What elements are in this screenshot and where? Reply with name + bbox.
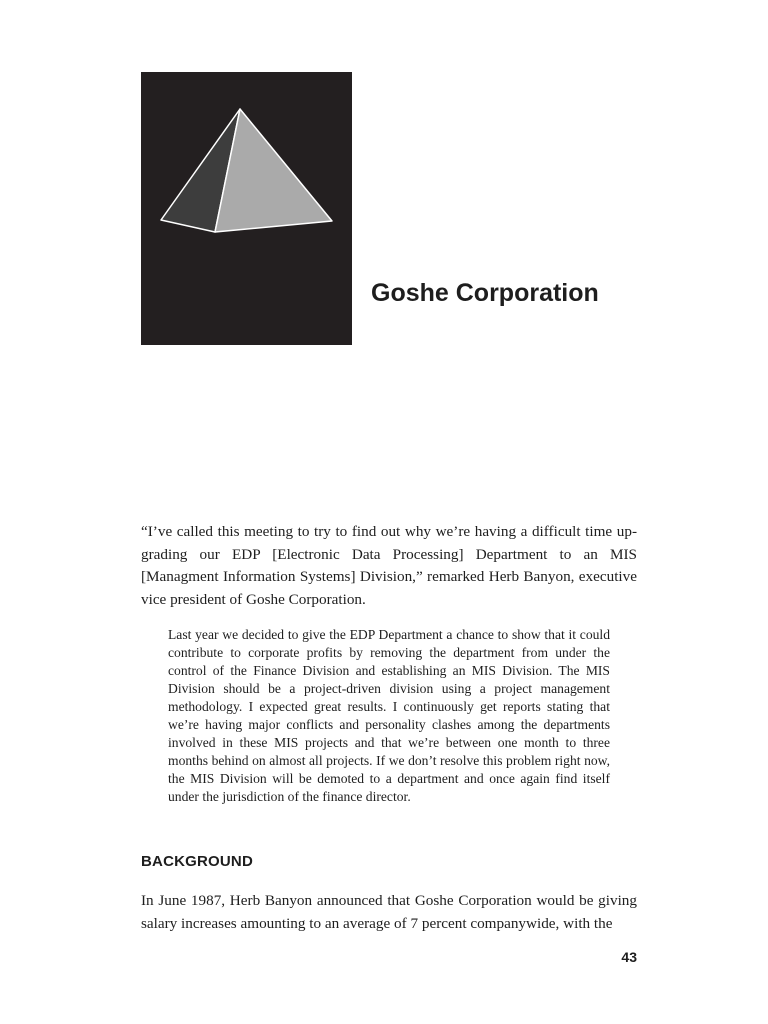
page-number: 43 <box>621 949 637 965</box>
chapter-emblem <box>141 72 352 345</box>
opening-paragraph: “I’ve called this meeting to try to find out why we’re having a difficult time upgrading our EDP [Electronic Data Processing] Department to an MIS [Managment Information Systems] Division,” remarked Herb Banyon, executive vice president of Goshe Corporation. <box>141 523 637 608</box>
section-heading-background: BACKGROUND <box>141 853 253 870</box>
pyramid-icon <box>141 72 352 345</box>
chapter-title: Goshe Corporation <box>371 279 599 307</box>
block-quote: Last year we decided to give the EDP Department a chance to show that it could contribute to corporate profits by removing the department from under the control of the Finance Division and establishing an MIS Division. The MIS Division should be a project-driven division using a project management methodology. I expected great results. I continuously get reports stating that we’re having major conflicts and personality clashes among the departments involved in these MIS projects and that we’re between one month to three months behind on almost all projects. If we don’t resolve this problem right now, the MIS Division will be demoted to a department and once again find itself under the jurisdiction of the finance director. <box>168 627 610 804</box>
background-paragraph: In June 1987, Herb Banyon announced that Goshe Corporation would be giving salary increases amounting to an average of 7 percent companywide, with the <box>141 892 637 932</box>
